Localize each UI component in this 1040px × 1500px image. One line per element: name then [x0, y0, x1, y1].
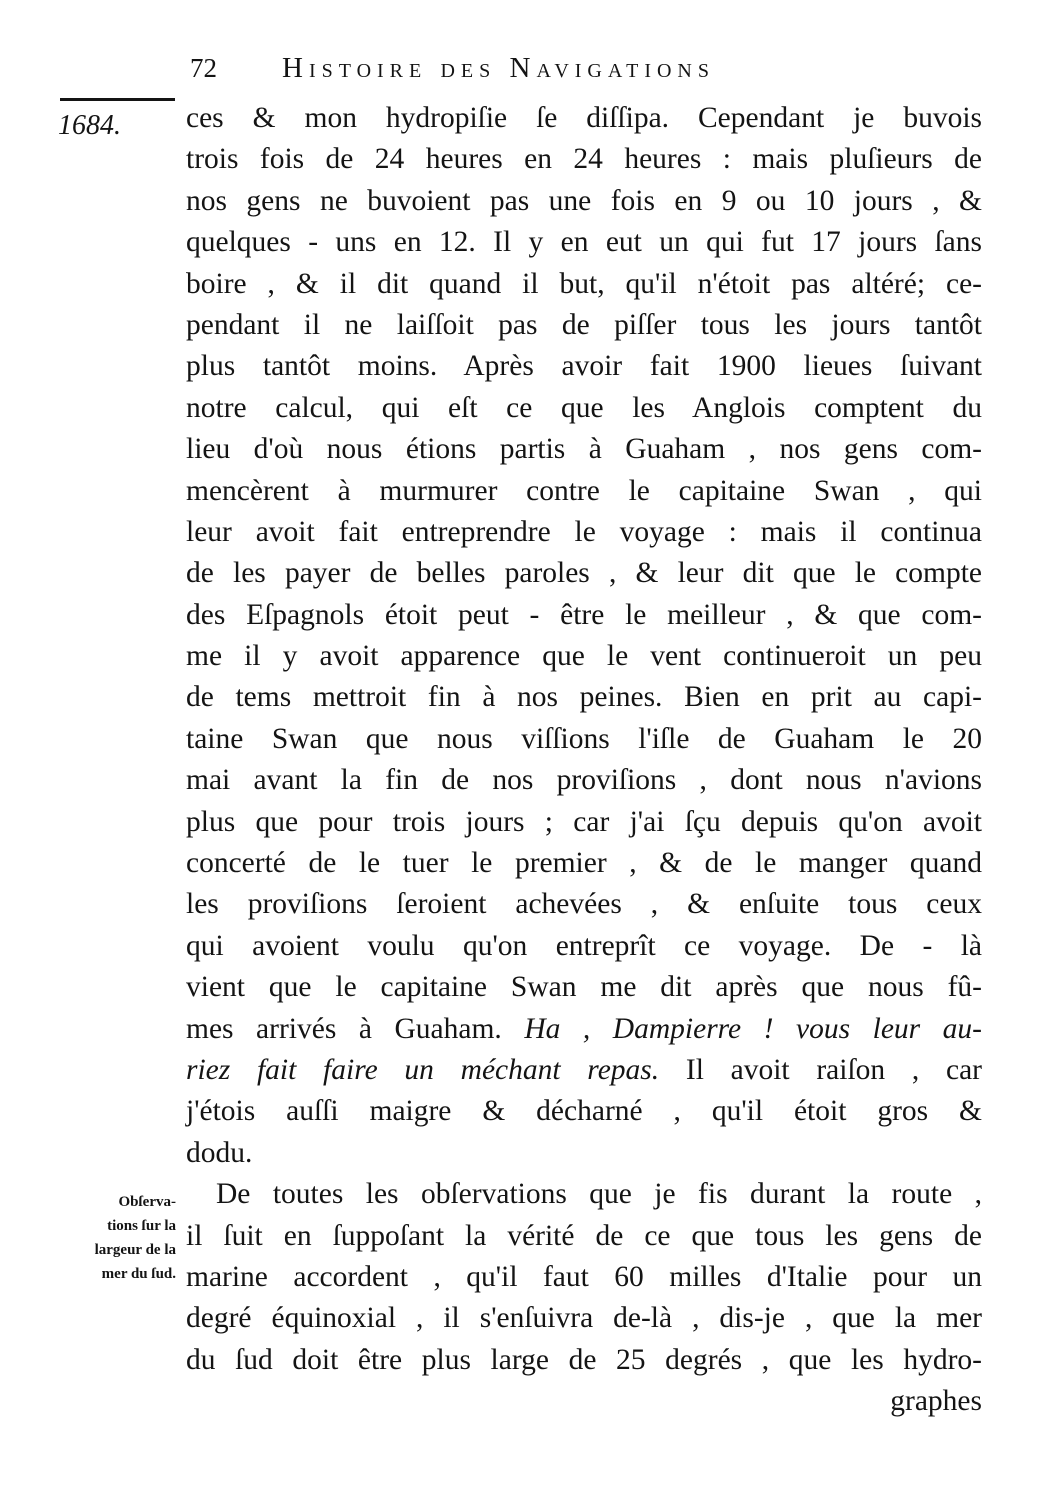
margin-note [48, 1190, 176, 1286]
italic-quote-continued: riez fait faire un méchant repas. [186, 1053, 660, 1086]
text-line: pendant il ne laiſſoit pas de piſſer tous les jours tantôt [186, 308, 982, 341]
year-rule-divider [60, 98, 175, 101]
margin-note-line: Obſerva- [118, 1194, 176, 1210]
text-line: concerté de le tuer le premier , & de le manger quand [186, 847, 982, 880]
text-line: ces & mon hydropiſie ſe diſſipa. Cependant je buvois [186, 102, 982, 134]
catchword: graphes [890, 1385, 982, 1418]
text-line: vient que le capitaine Swan me dit après que nous fû- [186, 971, 982, 1004]
text-line: de tems mettroit fin à nos peines. Bien en prit au capi- [186, 681, 982, 714]
text-line: taine Swan que nous viſſions l'iſle de Guaham le 20 [186, 722, 982, 755]
body-text [186, 98, 982, 1423]
text-line: nos gens ne buvoient pas une fois en 9 ou 10 jours , & [186, 184, 982, 217]
text-line: plus tantôt moins. Après avoir fait 1900 lieues ſuivant [186, 350, 982, 383]
text-line: dodu. [186, 1136, 253, 1169]
text-line: qui avoient voulu qu'on entreprît ce voyage. De - là [186, 929, 982, 962]
running-title: Histoire des Navigations [282, 52, 715, 84]
text-line: des Eſpagnols étoit peut - être le meilleur , & que com- [186, 598, 982, 631]
margin-note-line: mer du ſud. [101, 1266, 176, 1282]
text-line: de les payer de belles paroles , & leur dit que le compte [186, 557, 982, 590]
italic-quote: Ha , Dampierre ! vous leur au- [524, 1012, 983, 1045]
text-line: du ſud doit être plus large de 25 degrés , que les hydro- [186, 1343, 982, 1376]
paragraph-start-line: De toutes les obſervations que je fis durant la route , [216, 1178, 982, 1211]
text-line: boire , & il dit quand il but, qu'il n'étoit pas altéré; ce- [186, 267, 982, 300]
text-line: leur avoit fait entreprendre le voyage : mais il continua [186, 515, 982, 548]
text-line: mai avant la fin de nos proviſions , dont nous n'avions [186, 764, 982, 797]
text-line: marine accordent , qu'il faut 60 milles d'Italie pour un [186, 1260, 982, 1293]
text-line: notre calcul, qui eſt ce que les Anglois comptent du [186, 391, 982, 424]
text-line: les proviſions ſeroient achevées , & enſuite tous ceux [186, 888, 982, 921]
text-line: il ſuit en ſuppoſant la vérité de ce que tous les gens de [186, 1219, 982, 1252]
text-line: plus que pour trois jours ; car j'ai ſçu depuis qu'on avoit [186, 805, 982, 838]
text-line: degré équinoxial , il s'enſuivra de-là , dis-je , que la mer [186, 1302, 982, 1335]
text-segment: Il avoit raiſon , car [685, 1053, 983, 1086]
text-line-with-quote [186, 1009, 982, 1050]
text-line: lieu d'où nous étions partis à Guaham , nos gens com- [186, 433, 982, 466]
page-header [190, 48, 990, 88]
margin-note-line: tions ſur la [107, 1218, 176, 1234]
text-segment: mes arrivés à Guaham. [186, 1012, 502, 1045]
text-line: trois fois de 24 heures en 24 heures : mais pluſieurs de [186, 143, 982, 176]
year-marker: 1684. [58, 110, 121, 141]
text-line: quelques - uns en 12. Il y en eut un qui fut 17 jours ſans [186, 226, 982, 259]
page-number: 72 [190, 53, 217, 83]
text-line: j'étois auſſi maigre & décharné , qu'il étoit gros & [186, 1095, 982, 1128]
text-line: me il y avoit apparence que le vent continueroit un peu [186, 640, 982, 673]
margin-note-line: largeur de la [94, 1242, 176, 1258]
text-line: mencèrent à murmurer contre le capitaine Swan , qui [186, 474, 982, 507]
text-line-with-quote [186, 1050, 982, 1091]
